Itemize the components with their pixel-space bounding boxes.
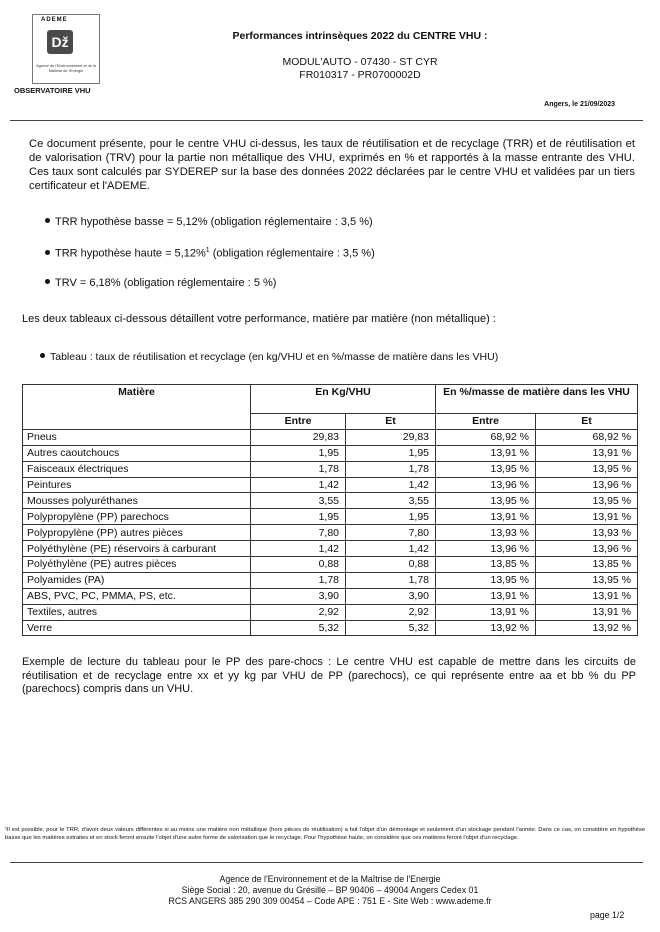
footer-divider <box>10 862 643 863</box>
cell-pct-entre: 13,95 % <box>436 461 536 477</box>
table-row <box>23 477 638 493</box>
table-row <box>23 509 638 525</box>
cell-pct-entre: 13,93 % <box>436 525 536 541</box>
cell-kg-entre: 7,80 <box>251 525 346 541</box>
table-row <box>23 557 638 573</box>
footer-address: Siège Social : 20, avenue du Grésillé – BP 90406 – 49004 Angers Cedex 01 <box>181 885 479 895</box>
footnote-ref: 1 <box>205 247 210 254</box>
table-row <box>23 525 638 541</box>
header-matiere: Matière <box>23 385 251 430</box>
cell-kg-entre: 1,78 <box>251 572 346 588</box>
cell-pct-entre: 68,92 % <box>436 429 536 445</box>
cell-pct-entre: 13,91 % <box>436 588 536 604</box>
cell-kg-entre: 1,42 <box>251 541 346 557</box>
cell-pct-entre: 13,85 % <box>436 557 536 573</box>
cell-matiere: Polyéthylène (PE) réservoirs à carburant <box>23 541 251 557</box>
header-pct: En %/masse de matière dans les VHU <box>436 385 638 414</box>
bullet-text: TRR hypothèse basse = 5,12% (obligation réglementaire : 3,5 %) <box>55 216 373 228</box>
cell-pct-et: 13,95 % <box>536 493 638 509</box>
footer-agency: Agence de l'Environnement et de la Maîtrise de l'Energie <box>219 874 441 884</box>
cell-kg-et: 7,80 <box>346 525 436 541</box>
table-bullet <box>40 351 498 363</box>
header-kg-et: Et <box>346 414 436 430</box>
logo-name: ADEME <box>41 17 68 23</box>
bullet-dot-icon <box>45 279 50 284</box>
table-row <box>23 429 638 445</box>
document-date: Angers, le 21/09/2023 <box>544 101 615 108</box>
cell-kg-entre: 1,95 <box>251 509 346 525</box>
cell-pct-et: 13,91 % <box>536 509 638 525</box>
cell-kg-entre: 5,32 <box>251 620 346 636</box>
header-pct-et: Et <box>536 414 638 430</box>
cell-pct-et: 13,96 % <box>536 477 638 493</box>
table-row <box>23 588 638 604</box>
cell-pct-et: 13,95 % <box>536 572 638 588</box>
cell-kg-et: 5,32 <box>346 620 436 636</box>
cell-kg-et: 1,95 <box>346 509 436 525</box>
cell-matiere: Verre <box>23 620 251 636</box>
table-row <box>23 445 638 461</box>
cell-matiere: Polyéthylène (PE) autres pièces <box>23 557 251 573</box>
cell-kg-entre: 1,78 <box>251 461 346 477</box>
header-pct-entre: Entre <box>436 414 536 430</box>
table-row <box>23 461 638 477</box>
observatoire-label: OBSERVATOIRE VHU <box>14 86 91 95</box>
cell-pct-et: 68,92 % <box>536 429 638 445</box>
cell-kg-et: 1,42 <box>346 541 436 557</box>
cell-matiere: Autres caoutchoucs <box>23 445 251 461</box>
cell-pct-et: 13,85 % <box>536 557 638 573</box>
header-kg-entre: Entre <box>251 414 346 430</box>
cell-pct-et: 13,91 % <box>536 604 638 620</box>
cell-pct-entre: 13,96 % <box>436 541 536 557</box>
cell-pct-et: 13,95 % <box>536 461 638 477</box>
cell-matiere: Peintures <box>23 477 251 493</box>
cell-pct-entre: 13,91 % <box>436 445 536 461</box>
cell-kg-et: 2,92 <box>346 604 436 620</box>
table-row <box>23 541 638 557</box>
cell-pct-entre: 13,95 % <box>436 572 536 588</box>
tables-lead: Les deux tableaux ci-dessous détaillent votre performance, matière par matière (non métallique) : <box>22 313 496 325</box>
cell-matiere: Pneus <box>23 429 251 445</box>
cell-pct-et: 13,93 % <box>536 525 638 541</box>
cell-kg-entre: 3,55 <box>251 493 346 509</box>
cell-matiere: ABS, PVC, PC, PMMA, PS, etc. <box>23 588 251 604</box>
table-row <box>23 620 638 636</box>
table-row <box>23 604 638 620</box>
cell-pct-et: 13,91 % <box>536 445 638 461</box>
logo-mark-icon: ǅ <box>47 30 73 54</box>
cell-kg-entre: 29,83 <box>251 429 346 445</box>
bullet-trr-haute <box>45 247 375 260</box>
materials-table <box>22 384 638 636</box>
reading-example: Exemple de lecture du tableau pour le PP des pare-chocs : Le centre VHU est capable de mettre dans les circuits de réutilisation et de recyclage entre xx et yy kg par VHU de PP (parechocs), ce qui représente entre aa et bb % du PP (parechocs) compris dans un VHU. <box>22 656 636 695</box>
cell-matiere: Faisceaux électriques <box>23 461 251 477</box>
cell-kg-entre: 1,95 <box>251 445 346 461</box>
footnote: ¹Il est possible, pour le TRR, d'avoir deux valeurs différentes si au moins une matière non métallique (hors pièces de réutilisation) a fait l'objet d'un démontage et seulement d'un stockage pendant l'année. Dans ce cas, on considère en hypothèse basse que les matières extraites et en stock feront ensuite l'objet d'une autre forme de valorisation que le recyclage. Pour l'hypothèse haute, on considère que ces matières feront l'objet d'un recyclage. <box>5 827 645 841</box>
bullet-text: TRR hypothèse haute = 5,12% <box>55 247 206 260</box>
cell-matiere: Textiles, autres <box>23 604 251 620</box>
table-row <box>23 572 638 588</box>
bullet-dot-icon <box>40 353 45 358</box>
header-kg: En Kg/VHU <box>251 385 436 414</box>
cell-pct-et: 13,96 % <box>536 541 638 557</box>
cell-kg-et: 1,78 <box>346 572 436 588</box>
cell-pct-entre: 13,91 % <box>436 604 536 620</box>
bullet-trr-basse <box>45 216 373 228</box>
bullet-trv <box>45 277 276 289</box>
cell-pct-et: 13,91 % <box>536 588 638 604</box>
logo-subtitle: Agence de l'Environnement et de la Maîtrise de l'Energie <box>36 64 96 73</box>
bullet-text: TRV = 6,18% (obligation réglementaire : 5 %) <box>55 277 277 289</box>
cell-kg-entre: 2,92 <box>251 604 346 620</box>
cell-kg-et: 29,83 <box>346 429 436 445</box>
cell-matiere: Mousses polyuréthanes <box>23 493 251 509</box>
page-number: page 1/2 <box>590 910 625 920</box>
cell-pct-et: 13,92 % <box>536 620 638 636</box>
table-row <box>23 493 638 509</box>
bullet-text: (obligation réglementaire : 3,5 %) <box>209 247 375 260</box>
cell-kg-entre: 3,90 <box>251 588 346 604</box>
cell-kg-et: 1,78 <box>346 461 436 477</box>
bullet-dot-icon <box>45 250 50 255</box>
center-name: MODUL'AUTO - 07430 - ST CYR <box>282 56 438 68</box>
cell-pct-entre: 13,92 % <box>436 620 536 636</box>
cell-matiere: Polyamides (PA) <box>23 572 251 588</box>
cell-kg-et: 3,90 <box>346 588 436 604</box>
cell-pct-entre: 13,95 % <box>436 493 536 509</box>
cell-kg-et: 1,95 <box>346 445 436 461</box>
header-divider <box>10 120 643 121</box>
center-ids: FR010317 - PR0700002D <box>299 69 421 81</box>
bullet-dot-icon <box>45 218 50 223</box>
footer-registration: RCS ANGERS 385 290 309 00454 – Code APE : 751 E - Site Web : www.ademe.fr <box>168 896 492 906</box>
cell-kg-entre: 0,88 <box>251 557 346 573</box>
cell-kg-et: 0,88 <box>346 557 436 573</box>
cell-kg-et: 3,55 <box>346 493 436 509</box>
cell-matiere: Polypropylène (PP) parechocs <box>23 509 251 525</box>
cell-pct-entre: 13,91 % <box>436 509 536 525</box>
cell-matiere: Polypropylène (PP) autres pièces <box>23 525 251 541</box>
cell-kg-entre: 1,42 <box>251 477 346 493</box>
bullet-text: Tableau : taux de réutilisation et recyclage (en kg/VHU et en %/masse de matière dans les VHU) <box>50 351 499 363</box>
intro-paragraph: Ce document présente, pour le centre VHU ci-dessus, les taux de réutilisation et de recyclage (TRR) et de réutilisation et de valorisation (TRV) pour la partie non métallique des VHU, exprimés en % et rapportés à la masse entrante des VHU. Ces taux sont calculés par SYDEREP sur la base des données 2022 déclarées par le centre VHU et validées par un tiers certificateur et l'ADEME. <box>29 138 635 192</box>
page-title: Performances intrinsèques 2022 du CENTRE VHU : <box>232 30 488 42</box>
cell-kg-et: 1,42 <box>346 477 436 493</box>
cell-pct-entre: 13,96 % <box>436 477 536 493</box>
